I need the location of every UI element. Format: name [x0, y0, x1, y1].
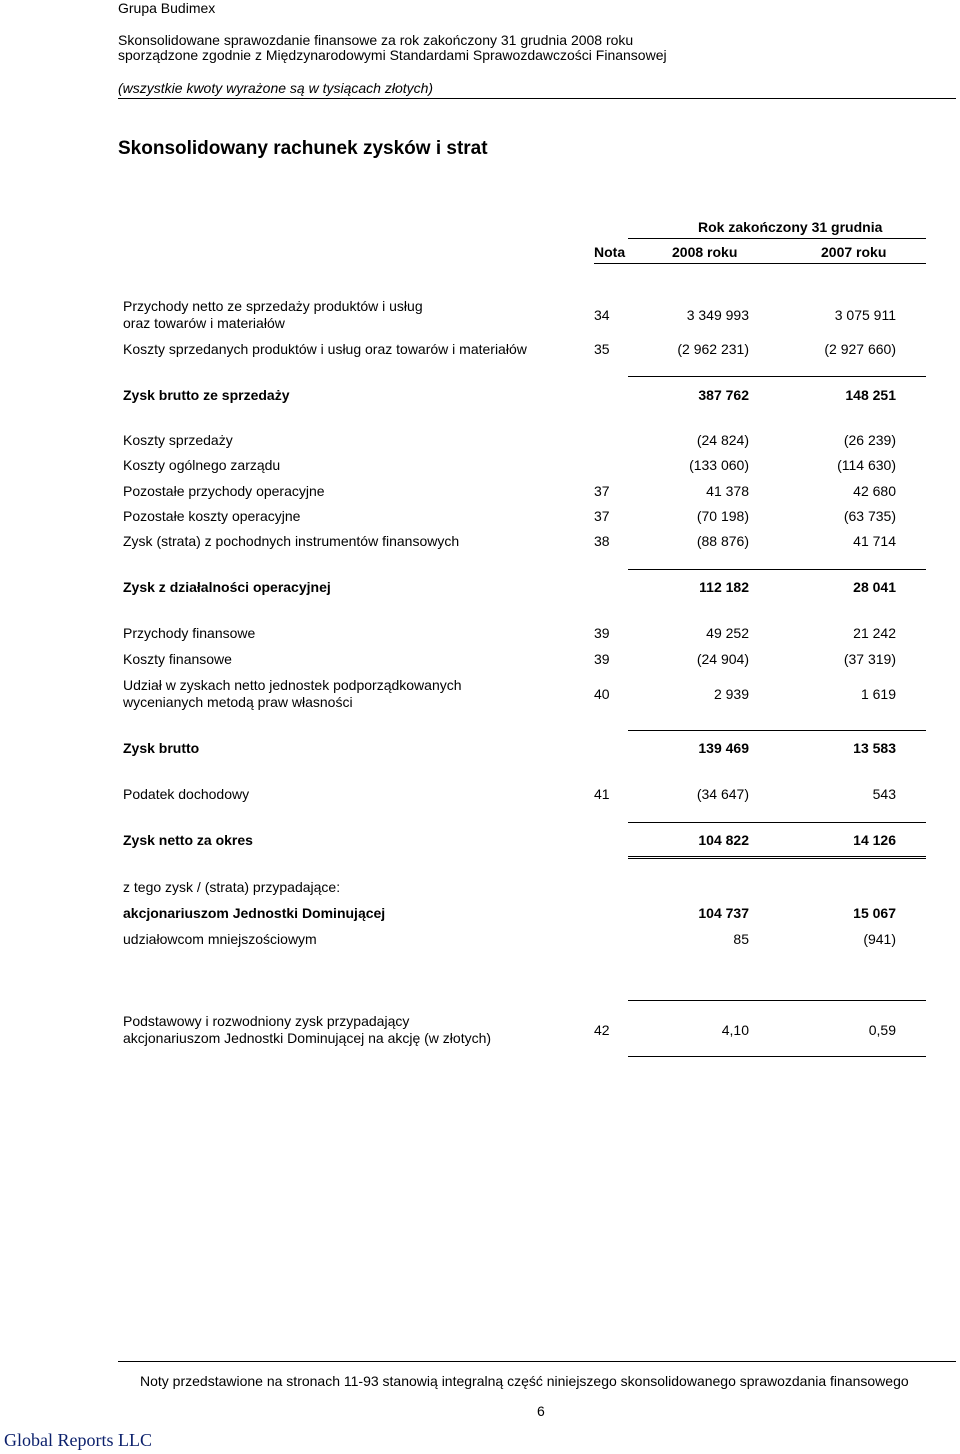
row-value-2008: 104 737	[698, 905, 749, 921]
page-title: Skonsolidowany rachunek zysków i strat	[118, 138, 488, 159]
column-header-2008: 2008 roku	[672, 244, 738, 260]
row-value-2007: 28 041	[853, 579, 896, 595]
row-label: Pozostałe koszty operacyjne	[123, 508, 301, 524]
row-value-2008: 2 939	[713, 686, 749, 702]
column-group-underline	[628, 238, 926, 239]
row-label: z tego zysk / (strata) przypadające:	[123, 879, 341, 895]
total-line-bottom	[628, 858, 926, 859]
row-value-2008: 4,10	[721, 1022, 749, 1038]
row-value-2008: 85	[733, 931, 749, 947]
row-label: Zysk brutto	[123, 740, 200, 756]
row-value-2007: 14 126	[853, 832, 896, 848]
row-value-2008: (88 876)	[696, 533, 749, 549]
row-label: Pozostałe przychody operacyjne	[123, 483, 325, 499]
row-value-2008: (2 962 231)	[677, 341, 749, 357]
row-value-2007: (941)	[863, 931, 896, 947]
row-label: Udział w zyskach netto jednostek podporządkowanych	[123, 677, 462, 693]
subtotal-line	[628, 376, 926, 377]
row-note: 39	[594, 651, 610, 667]
row-value-2008: 139 469	[698, 740, 749, 756]
subtotal-line	[628, 730, 926, 731]
row-value-2007: (114 630)	[837, 457, 896, 473]
row-value-2008: 49 252	[706, 625, 749, 641]
row-value-2008: 112 182	[699, 579, 749, 595]
column-group-header: Rok zakończony 31 grudnia	[698, 219, 883, 235]
subtotal-line	[628, 569, 926, 570]
row-value-2007: (26 239)	[843, 432, 896, 448]
eps-top-line	[628, 1000, 926, 1001]
row-note: 37	[594, 483, 610, 499]
footer-note: Noty przedstawione na stronach 11-93 stanowią integralną część niniejszego skonsolidowanego sprawozdania finansowego	[140, 1373, 909, 1389]
header-divider	[118, 98, 956, 99]
row-label: Zysk brutto ze sprzedaży	[123, 387, 290, 403]
footer-divider	[118, 1361, 956, 1362]
row-value-2007: 15 067	[853, 905, 896, 921]
row-note: 39	[594, 625, 610, 641]
row-value-2007: 21 242	[853, 625, 896, 641]
row-note: 35	[594, 341, 610, 357]
row-label: Koszty sprzedaży	[123, 432, 233, 448]
row-value-2008: 387 762	[698, 387, 749, 403]
row-label: Koszty finansowe	[123, 651, 232, 667]
subtotal-line	[628, 822, 926, 823]
row-value-2007: 42 680	[853, 483, 896, 499]
currency-note: (wszystkie kwoty wyrażone są w tysiącach złotych)	[118, 80, 434, 96]
row-value-2008: (133 060)	[689, 457, 749, 473]
total-line-top	[628, 856, 926, 857]
row-label: Przychody netto ze sprzedaży produktów i usług	[123, 298, 423, 314]
row-note: 37	[594, 508, 610, 524]
report-subtitle-line1: Skonsolidowane sprawozdanie finansowe za rok zakończony 31 grudnia 2008 roku	[118, 32, 634, 48]
row-value-2007: (63 735)	[843, 508, 896, 524]
row-value-2008: (34 647)	[696, 786, 749, 802]
row-value-2007: 543	[872, 786, 896, 802]
row-label: Zysk netto za okres	[123, 832, 253, 848]
row-value-2008: (24 904)	[696, 651, 749, 667]
row-value-2008: (24 824)	[696, 432, 749, 448]
row-label-continued: wycenianych metodą praw własności	[123, 694, 353, 710]
brand-watermark: Global Reports LLC	[4, 1430, 152, 1450]
page-number: 6	[537, 1403, 545, 1419]
row-value-2008: (70 198)	[696, 508, 749, 524]
row-label: Koszty sprzedanych produktów i usług oraz towarów i materiałów	[123, 341, 527, 357]
row-note: 34	[594, 307, 610, 323]
row-label-continued: akcjonariuszom Jednostki Dominującej na akcję (w złotych)	[123, 1030, 492, 1046]
row-value-2007: (2 927 660)	[824, 341, 896, 357]
column-header-2007: 2007 roku	[821, 244, 887, 260]
row-value-2008: 3 349 993	[686, 307, 749, 323]
row-note: 40	[594, 686, 610, 702]
row-value-2007: 13 583	[853, 740, 896, 756]
row-value-2008: 104 822	[698, 832, 749, 848]
row-label: Podstawowy i rozwodniony zysk przypadający	[123, 1013, 410, 1029]
row-label: Koszty ogólnego zarządu	[123, 457, 281, 473]
report-subtitle-line2: sporządzone zgodnie z Międzynarodowymi Standardami Sprawozdawczości Finansowej	[118, 47, 667, 63]
row-label: Podatek dochodowy	[123, 786, 250, 802]
row-label: udziałowcom mniejszościowym	[123, 931, 317, 947]
row-label-continued: oraz towarów i materiałów	[123, 315, 285, 331]
row-value-2007: 0,59	[868, 1022, 896, 1038]
row-value-2007: 148 251	[845, 387, 896, 403]
column-header-underline	[594, 263, 926, 264]
row-label: akcjonariuszom Jednostki Dominującej	[123, 905, 386, 921]
row-label: Zysk (strata) z pochodnych instrumentów finansowych	[123, 533, 460, 549]
row-note: 42	[594, 1022, 610, 1038]
eps-bottom-line	[628, 1056, 926, 1057]
row-value-2007: (37 319)	[843, 651, 896, 667]
row-note: 41	[594, 786, 610, 802]
row-label: Zysk z działalności operacyjnej	[123, 579, 331, 595]
column-header-nota: Nota	[594, 244, 626, 260]
row-note: 38	[594, 533, 610, 549]
row-value-2007: 41 714	[853, 533, 896, 549]
row-label: Przychody finansowe	[123, 625, 256, 641]
company-name: Grupa Budimex	[118, 0, 216, 16]
row-value-2007: 1 619	[860, 686, 896, 702]
row-value-2007: 3 075 911	[834, 307, 896, 323]
row-value-2008: 41 378	[706, 483, 749, 499]
